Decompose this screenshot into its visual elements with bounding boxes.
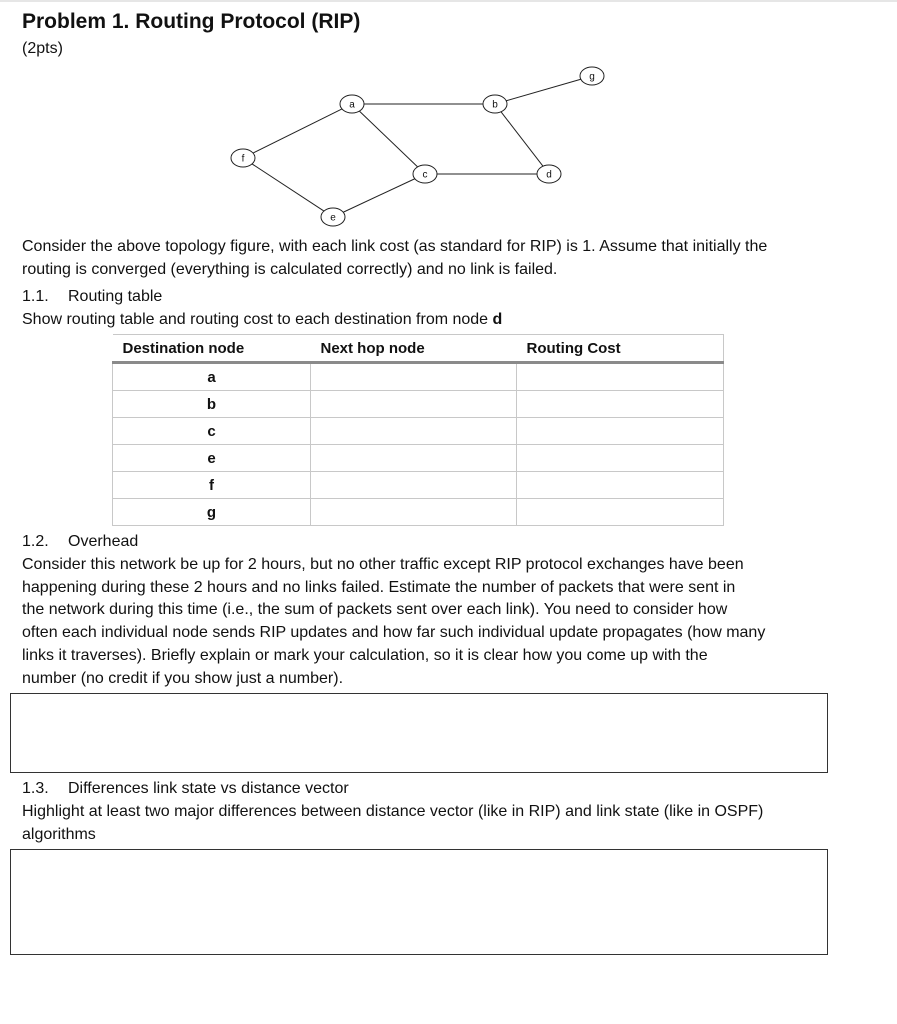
next-hop-cell[interactable] — [311, 472, 517, 499]
section-1-3-heading — [22, 780, 349, 798]
node-b — [483, 95, 507, 113]
destination-cell: c — [113, 418, 311, 445]
link-e-c — [343, 179, 415, 212]
node-f — [231, 149, 255, 167]
table-row — [113, 363, 724, 391]
header-destination-node: Destination node — [113, 335, 311, 363]
differences-line: Highlight at least two major differences between distance vector (like in RIP) and link state (like in OSPF) — [22, 803, 764, 820]
table-row — [113, 499, 724, 526]
problem-title: Problem 1. Routing Protocol (RIP) — [22, 10, 361, 33]
destination-cell: f — [113, 472, 311, 499]
node-label: c — [422, 169, 428, 181]
next-hop-cell[interactable] — [311, 391, 517, 418]
differences-answer-box[interactable] — [10, 849, 828, 955]
node-g — [580, 67, 604, 85]
header-next-hop-node: Next hop node — [311, 335, 517, 363]
section-1-2-heading — [22, 533, 138, 551]
routing-cost-cell[interactable] — [517, 499, 724, 526]
routing-table — [112, 334, 724, 526]
routing-cost-cell[interactable] — [517, 418, 724, 445]
node-label: e — [330, 212, 336, 224]
node-label: f — [241, 153, 245, 165]
next-hop-cell[interactable] — [311, 499, 517, 526]
table-row — [113, 472, 724, 499]
node-a — [340, 95, 364, 113]
section-1-2-title: Overhead — [68, 533, 139, 550]
overhead-answer-box[interactable] — [10, 693, 828, 773]
section-1-3-number: 1.3. — [22, 780, 49, 797]
node-label: d — [546, 169, 552, 181]
network-topology-diagram — [0, 60, 897, 235]
section-1-1-title: Routing table — [68, 288, 163, 305]
link-b-g — [506, 79, 581, 101]
node-label: b — [492, 99, 498, 111]
link-a-f — [253, 109, 342, 153]
link-b-d — [501, 112, 543, 166]
overhead-line: happening during these 2 hours and no links failed. Estimate the number of packets that were sent in — [22, 579, 736, 596]
section-1-1-instruction — [22, 311, 502, 329]
overhead-line: links it traverses). Briefly explain or mark your calculation, so it is clear how you come up with the — [22, 647, 708, 664]
problem-points: (2pts) — [22, 40, 63, 57]
overhead-line: often each individual node sends RIP updates and how far such individual update propagates (how many — [22, 624, 766, 641]
destination-cell: g — [113, 499, 311, 526]
routing-cost-cell[interactable] — [517, 391, 724, 418]
intro-line-1: Consider the above topology figure, with each link cost (as standard for RIP) is 1. Assume that initially the — [22, 238, 768, 255]
next-hop-cell[interactable] — [311, 418, 517, 445]
overhead-line: Consider this network be up for 2 hours, but no other traffic except RIP protocol exchanges have been — [22, 556, 744, 573]
instruction-text: Show routing table and routing cost to each destination from node — [22, 311, 493, 328]
overhead-line: the network during this time (i.e., the sum of packets sent over each link). You need to consider how — [22, 601, 728, 618]
routing-table-header-row — [113, 335, 724, 363]
header-routing-cost: Routing Cost — [517, 335, 724, 363]
intro-line-2: routing is converged (everything is calculated correctly) and no link is failed. — [22, 261, 558, 278]
overhead-line: number (no credit if you show just a number). — [22, 670, 344, 687]
node-d — [537, 165, 561, 183]
section-1-1-heading — [22, 288, 162, 306]
link-f-e — [252, 164, 324, 211]
table-row — [113, 445, 724, 472]
routing-cost-cell[interactable] — [517, 363, 724, 391]
destination-cell: b — [113, 391, 311, 418]
link-a-c — [359, 111, 417, 167]
node-label: a — [349, 99, 355, 111]
table-row — [113, 418, 724, 445]
node-e — [321, 208, 345, 226]
next-hop-cell[interactable] — [311, 363, 517, 391]
table-row — [113, 391, 724, 418]
node-label: g — [589, 71, 595, 83]
routing-cost-cell[interactable] — [517, 445, 724, 472]
section-1-3-title: Differences link state vs distance vector — [68, 780, 349, 797]
source-node: d — [492, 311, 503, 328]
routing-cost-cell[interactable] — [517, 472, 724, 499]
section-1-1-number: 1.1. — [22, 288, 49, 305]
section-1-2-number: 1.2. — [22, 533, 49, 550]
page-top-border — [0, 0, 897, 2]
destination-cell: a — [113, 363, 311, 391]
node-c — [413, 165, 437, 183]
destination-cell: e — [113, 445, 311, 472]
differences-line: algorithms — [22, 826, 96, 843]
next-hop-cell[interactable] — [311, 445, 517, 472]
